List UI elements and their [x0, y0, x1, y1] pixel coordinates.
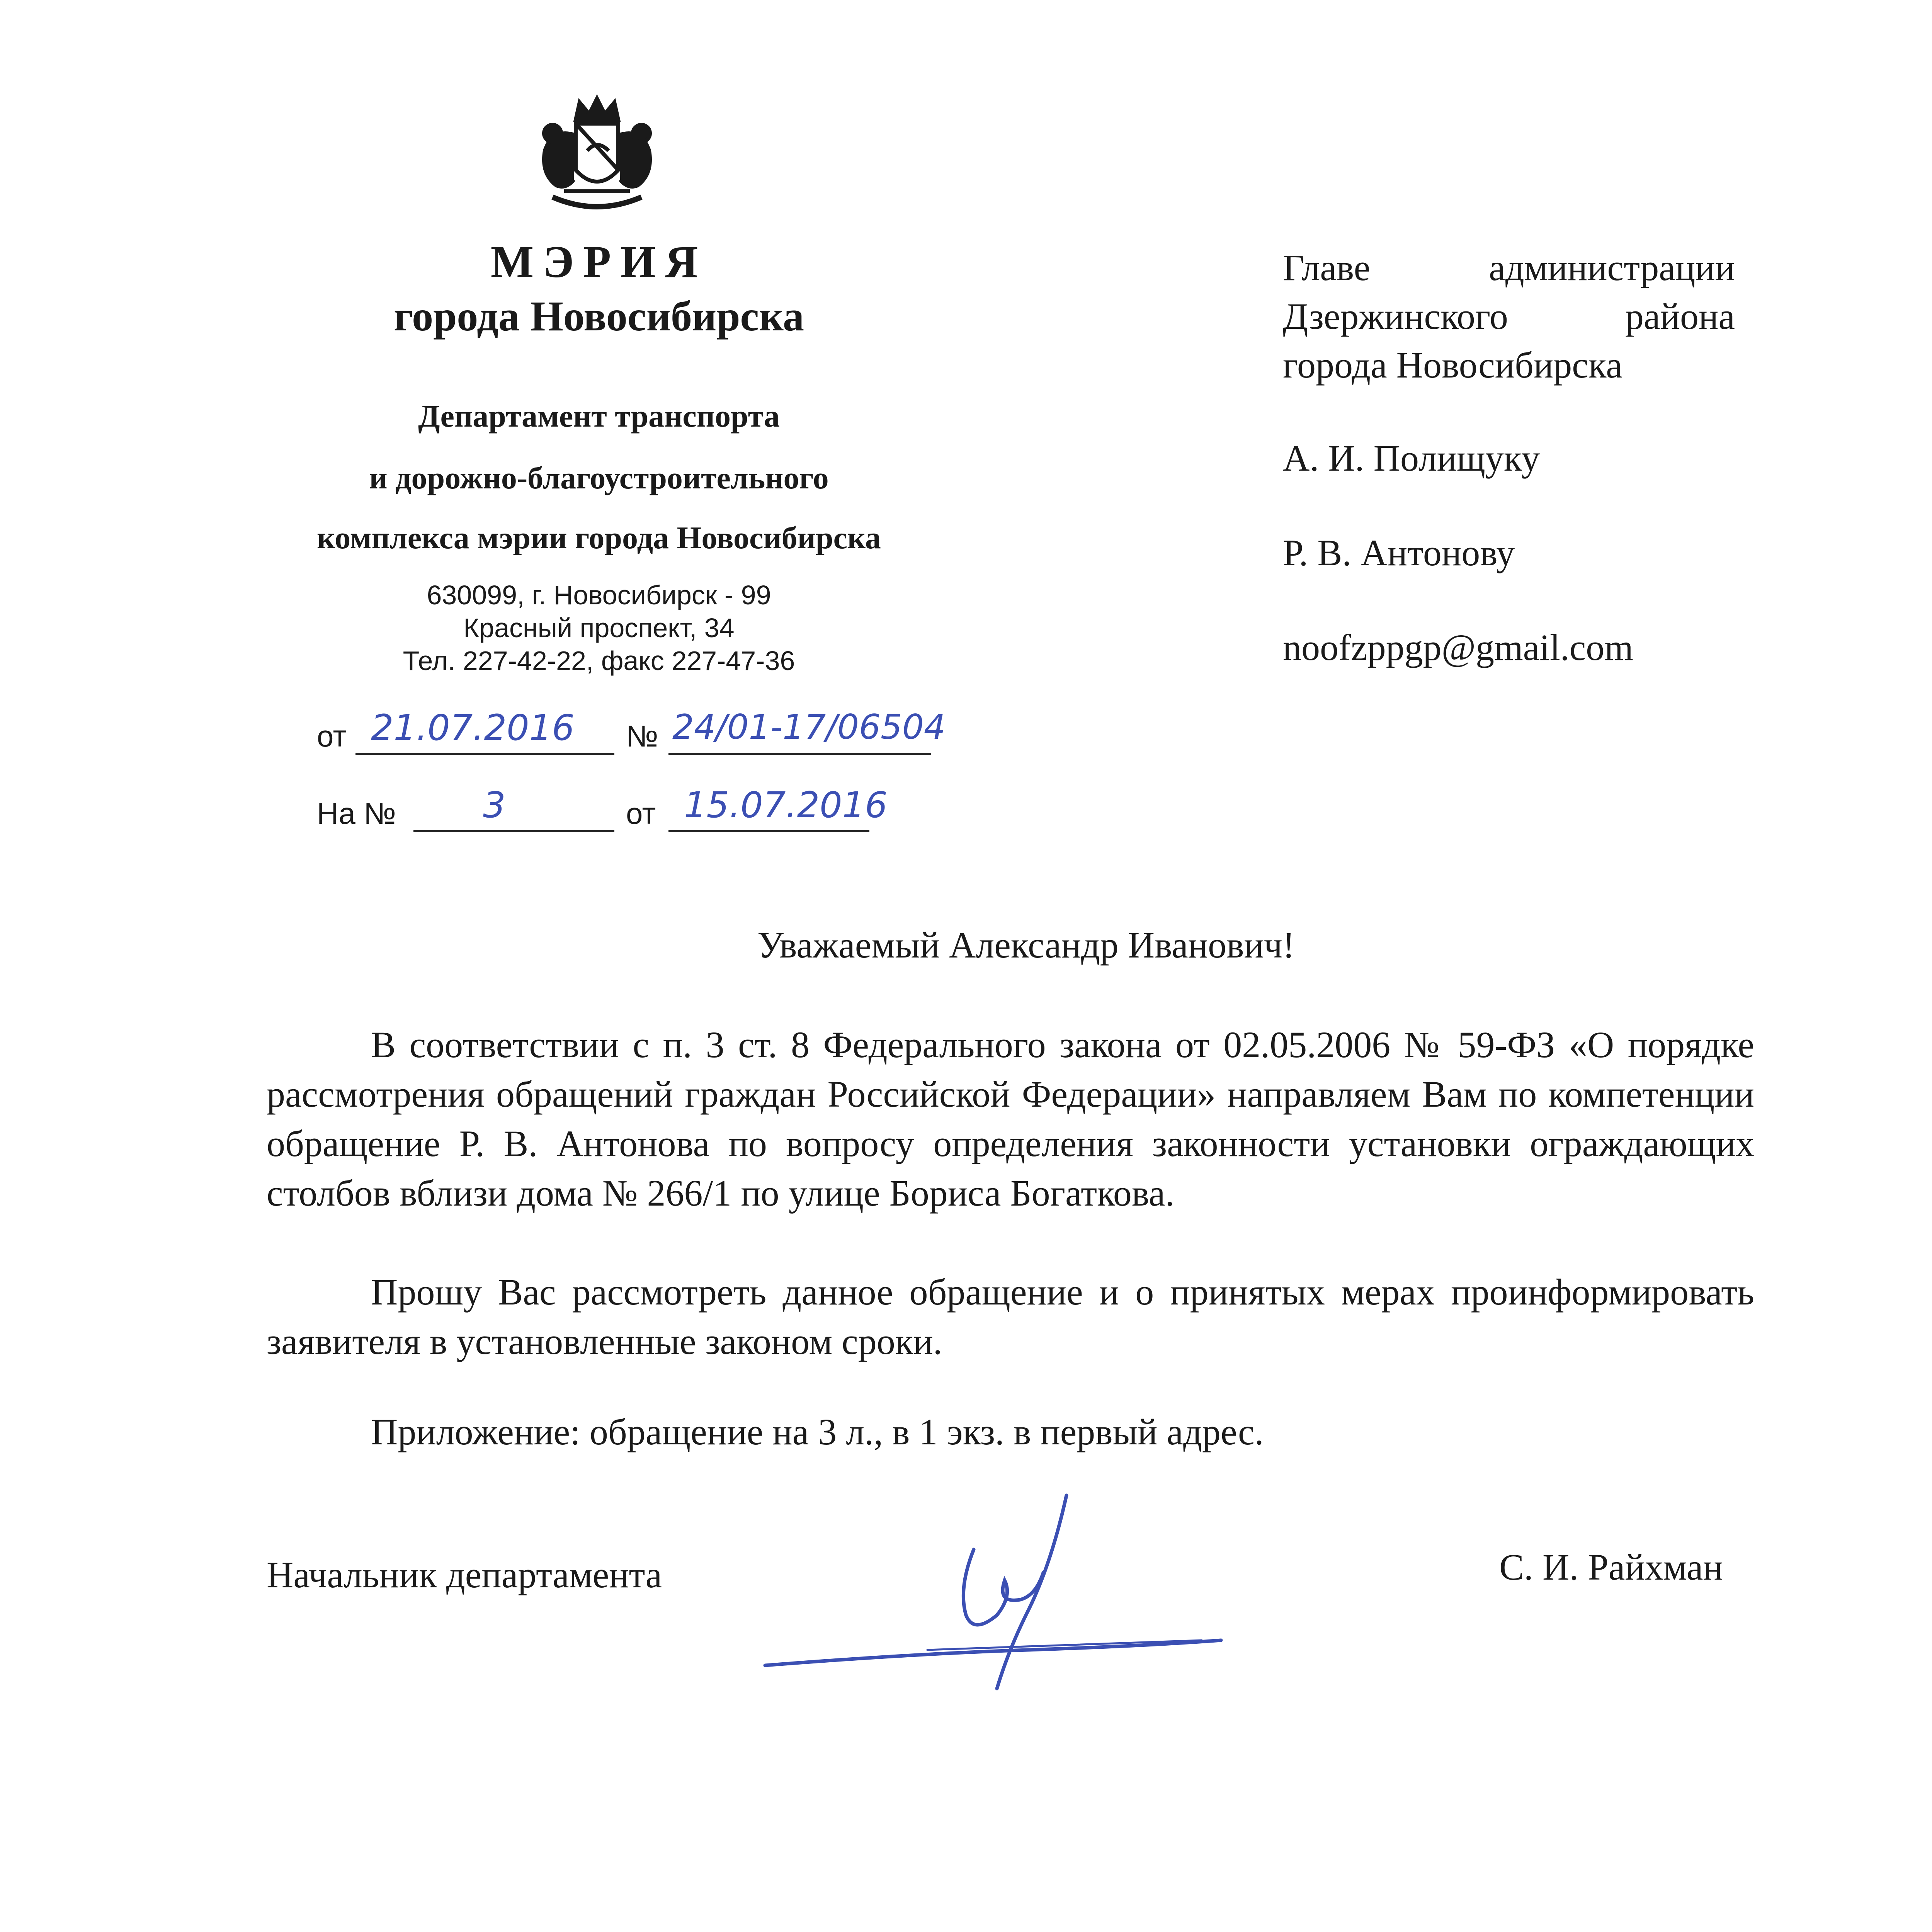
- paragraph-2: [267, 1267, 1754, 1366]
- paragraph-2-text: Прошу Вас рассмотреть данное обращение и о принятых мерах проинформировать заявителя в установленные законом сроки.: [267, 1271, 1754, 1362]
- reply-label: На №: [317, 796, 396, 830]
- reply-number-line: [413, 795, 614, 832]
- department-line-3: комплекса мэрии города Новосибирска: [317, 520, 881, 555]
- department-line-1: Департамент транспорта: [418, 398, 780, 434]
- paragraph-1: [267, 1020, 1754, 1218]
- recipient-email: noofzppgp@gmail.com: [1283, 627, 1633, 668]
- signer-position: Начальник департамента: [267, 1554, 662, 1595]
- from-date: 21.07.2016: [371, 707, 575, 748]
- reply-date: 15.07.2016: [684, 784, 888, 826]
- attachment: Приложение: обращение на 3 л., в 1 экз. в первый адрес.: [371, 1411, 1264, 1452]
- reply-from-label: от: [626, 796, 656, 830]
- coat-of-arms-icon: [529, 93, 665, 220]
- org-city: города Новосибирска: [393, 293, 804, 340]
- recipient-title: [1283, 243, 1735, 389]
- salutation: Уважаемый Александр Иванович!: [757, 924, 1295, 966]
- department-line-2: и дорожно-благоустроительного: [369, 460, 829, 495]
- org-title: МЭРИЯ: [490, 236, 707, 287]
- recipient-line-2: Дзержинского района: [1283, 296, 1735, 337]
- paragraph-1-text: В соответствии с п. 3 ст. 8 Федерального закона от 02.05.2006 № 59-ФЗ «О порядке рассмотрения обращений граждан Российской Федерации» направляем Вам по компетенции обращение Р. В. Антонова по вопросу определения законности установки ограждающих столбов вблизи дома № 266/1 по улице Бориса Богаткова.: [267, 1024, 1754, 1214]
- signature-icon: [757, 1488, 1240, 1712]
- address-line-2: Красный проспект, 34: [463, 613, 735, 643]
- number-value: 24/01-17/06504: [672, 707, 946, 747]
- from-label: от: [317, 719, 347, 753]
- reply-number: 3: [483, 784, 506, 826]
- recipient-line-1: Главе администрации: [1283, 247, 1735, 288]
- number-label: №: [626, 719, 658, 753]
- recipient-name-1: А. И. Полищуку: [1283, 437, 1540, 479]
- address-line-1: 630099, г. Новосибирск - 99: [427, 580, 771, 610]
- recipient-line-3: города Новосибирска: [1283, 344, 1622, 386]
- address-line-3: Тел. 227-42-22, факс 227-47-36: [403, 646, 795, 676]
- signer-name: С. И. Райхман: [1499, 1546, 1723, 1588]
- recipient-name-2: Р. В. Антонову: [1283, 532, 1515, 573]
